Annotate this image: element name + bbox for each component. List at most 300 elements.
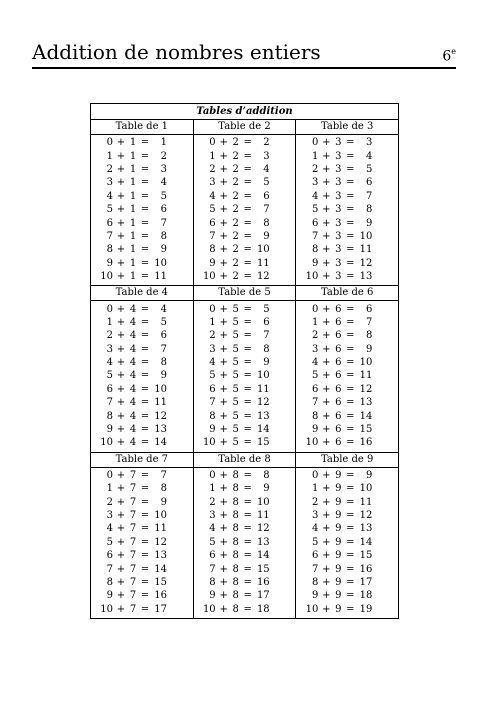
- equals-sign: =: [346, 536, 355, 548]
- equation-line: [194, 510, 296, 521]
- left-operand: 10: [100, 271, 113, 283]
- sum-result: 6: [160, 204, 167, 216]
- equals-sign: =: [140, 563, 150, 575]
- equals-sign: =: [346, 603, 355, 615]
- sum-result: 7: [160, 217, 167, 229]
- equals-sign: =: [243, 483, 252, 495]
- equation-line: [194, 204, 296, 215]
- plus-sign: +: [116, 230, 126, 242]
- plus-sign: +: [322, 271, 331, 283]
- equation-line: [194, 590, 296, 601]
- table-column: [295, 286, 398, 451]
- right-operand: 9: [335, 590, 342, 602]
- plus-sign: +: [116, 330, 126, 342]
- plus-sign: +: [322, 357, 331, 369]
- equals-sign: =: [140, 204, 150, 216]
- right-operand: 9: [335, 483, 342, 495]
- left-operand: 0: [209, 469, 216, 481]
- plus-sign: +: [219, 357, 228, 369]
- right-operand: 8: [232, 510, 239, 522]
- equals-sign: =: [346, 150, 355, 162]
- equation-line: [194, 258, 296, 269]
- sum-result: 2: [160, 150, 167, 162]
- right-operand: 4: [129, 316, 137, 328]
- sum-result: 8: [263, 469, 270, 481]
- sum-result: 12: [256, 397, 270, 409]
- equation-line: [194, 137, 296, 148]
- plus-sign: +: [219, 483, 228, 495]
- equation-line: [91, 483, 193, 494]
- sum-result: 11: [154, 523, 167, 535]
- sum-result: 8: [263, 343, 270, 355]
- plus-sign: +: [219, 590, 228, 602]
- equals-sign: =: [243, 343, 252, 355]
- equation-line: [194, 304, 296, 315]
- left-operand: 1: [311, 483, 319, 495]
- left-operand: 5: [209, 536, 216, 548]
- plus-sign: +: [116, 483, 126, 495]
- left-operand: 1: [209, 483, 216, 495]
- equation-line: [91, 411, 193, 422]
- equation-line: [296, 330, 398, 341]
- equals-sign: =: [346, 576, 355, 588]
- left-operand: 8: [106, 244, 113, 256]
- left-operand: 1: [311, 150, 319, 162]
- equals-sign: =: [346, 370, 355, 382]
- left-operand: 2: [106, 496, 113, 508]
- equals-sign: =: [243, 204, 252, 216]
- right-operand: 3: [335, 217, 342, 229]
- left-operand: 9: [311, 424, 319, 436]
- plus-sign: +: [322, 469, 331, 481]
- left-operand: 4: [209, 190, 216, 202]
- right-operand: 3: [335, 244, 342, 256]
- plus-sign: +: [116, 190, 126, 202]
- sum-result: 8: [160, 357, 167, 369]
- equals-sign: =: [140, 330, 150, 342]
- equation-line: [91, 510, 193, 521]
- equation-line: [194, 151, 296, 162]
- sum-result: 15: [359, 424, 373, 436]
- sum-result: 17: [256, 590, 270, 602]
- left-operand: 8: [311, 576, 319, 588]
- left-operand: 3: [311, 177, 319, 189]
- plus-sign: +: [219, 257, 228, 269]
- sum-result: 16: [256, 576, 270, 588]
- equals-sign: =: [243, 244, 252, 256]
- left-operand: 10: [100, 603, 113, 615]
- equals-sign: =: [243, 217, 252, 229]
- left-operand: 3: [209, 177, 216, 189]
- left-operand: 6: [311, 217, 319, 229]
- sum-result: 13: [154, 424, 167, 436]
- equation-line: [194, 344, 296, 355]
- right-operand: 8: [232, 469, 239, 481]
- left-operand: 0: [209, 303, 216, 315]
- table-column: [91, 286, 193, 451]
- equals-sign: =: [140, 370, 150, 382]
- plus-sign: +: [322, 496, 331, 508]
- equals-sign: =: [346, 357, 355, 369]
- left-operand: 3: [311, 510, 319, 522]
- plus-sign: +: [116, 510, 126, 522]
- plus-sign: +: [116, 343, 126, 355]
- plus-sign: +: [322, 437, 331, 449]
- sum-result: 14: [256, 550, 270, 562]
- equals-sign: =: [140, 150, 150, 162]
- sum-result: 12: [256, 271, 270, 283]
- tables-band: [91, 120, 398, 285]
- equation-line: [91, 330, 193, 341]
- left-operand: 0: [106, 303, 113, 315]
- left-operand: 4: [311, 190, 319, 202]
- left-operand: 5: [311, 204, 319, 216]
- right-operand: 7: [129, 603, 137, 615]
- left-operand: 6: [106, 217, 113, 229]
- plus-sign: +: [116, 303, 126, 315]
- plus-sign: +: [219, 536, 228, 548]
- equals-sign: =: [346, 330, 355, 342]
- sum-result: 16: [359, 437, 373, 449]
- plus-sign: +: [322, 370, 331, 382]
- equals-sign: =: [140, 190, 150, 202]
- right-operand: 3: [335, 271, 342, 283]
- table-lines: [194, 468, 296, 618]
- left-operand: 9: [106, 590, 113, 602]
- sum-result: 18: [359, 590, 373, 602]
- equals-sign: =: [346, 483, 355, 495]
- left-operand: 2: [311, 330, 319, 342]
- equals-sign: =: [140, 437, 150, 449]
- right-operand: 8: [232, 590, 239, 602]
- equation-line: [91, 344, 193, 355]
- right-operand: 4: [129, 424, 137, 436]
- sum-result: 12: [154, 410, 167, 422]
- equals-sign: =: [140, 316, 150, 328]
- equation-line: [194, 397, 296, 408]
- plus-sign: +: [219, 177, 228, 189]
- equals-sign: =: [346, 523, 355, 535]
- equals-sign: =: [243, 603, 252, 615]
- left-operand: 0: [106, 469, 113, 481]
- document-title: Addition de nombres entiers: [32, 40, 321, 64]
- right-operand: 8: [232, 523, 239, 535]
- plus-sign: +: [116, 536, 126, 548]
- left-operand: 5: [311, 536, 319, 548]
- right-operand: 6: [335, 370, 342, 382]
- equals-sign: =: [346, 257, 355, 269]
- right-operand: 6: [335, 397, 342, 409]
- equals-sign: =: [140, 550, 150, 562]
- sum-result: 5: [263, 303, 270, 315]
- right-operand: 1: [129, 190, 137, 202]
- equals-sign: =: [346, 424, 355, 436]
- plus-sign: +: [322, 383, 331, 395]
- plus-sign: +: [116, 357, 126, 369]
- equation-line: [194, 317, 296, 328]
- equation-line: [296, 550, 398, 561]
- sum-result: 11: [359, 496, 373, 508]
- sum-result: 8: [160, 483, 167, 495]
- grade-level: [442, 44, 456, 66]
- equals-sign: =: [346, 244, 355, 256]
- plus-sign: +: [219, 370, 228, 382]
- equation-line: [296, 191, 398, 202]
- left-operand: 6: [209, 550, 216, 562]
- sum-result: 10: [256, 244, 270, 256]
- plus-sign: +: [322, 536, 331, 548]
- equals-sign: =: [243, 357, 252, 369]
- table-column: [91, 453, 193, 618]
- equation-line: [194, 357, 296, 368]
- sum-result: 7: [160, 469, 167, 481]
- plus-sign: +: [322, 563, 331, 575]
- equation-line: [194, 244, 296, 255]
- plus-sign: +: [116, 563, 126, 575]
- left-operand: 5: [106, 536, 113, 548]
- right-operand: 1: [129, 204, 137, 216]
- plus-sign: +: [219, 397, 228, 409]
- right-operand: 4: [129, 357, 137, 369]
- left-operand: 5: [106, 204, 113, 216]
- right-operand: 5: [232, 330, 239, 342]
- sum-result: 4: [160, 303, 167, 315]
- equation-line: [194, 470, 296, 481]
- plus-sign: +: [219, 204, 228, 216]
- plus-sign: +: [322, 303, 331, 315]
- equation-line: [194, 164, 296, 175]
- equation-line: [296, 424, 398, 435]
- sum-result: 11: [256, 257, 270, 269]
- equation-line: [296, 258, 398, 269]
- equation-line: [296, 537, 398, 548]
- right-operand: 4: [129, 383, 137, 395]
- right-operand: 7: [129, 496, 137, 508]
- sum-result: 9: [263, 357, 270, 369]
- plus-sign: +: [116, 244, 126, 256]
- sum-result: 6: [160, 330, 167, 342]
- plus-sign: +: [219, 437, 228, 449]
- left-operand: 7: [209, 563, 216, 575]
- left-operand: 8: [209, 244, 216, 256]
- left-operand: 1: [106, 150, 113, 162]
- left-operand: 7: [311, 230, 319, 242]
- sum-result: 12: [359, 383, 373, 395]
- sum-result: 10: [154, 510, 167, 522]
- plus-sign: +: [219, 316, 228, 328]
- left-operand: 9: [106, 257, 113, 269]
- plus-sign: +: [116, 437, 126, 449]
- equation-line: [194, 231, 296, 242]
- sum-result: 10: [359, 230, 373, 242]
- equals-sign: =: [346, 137, 355, 149]
- plus-sign: +: [219, 343, 228, 355]
- equals-sign: =: [346, 230, 355, 242]
- plus-sign: +: [116, 397, 126, 409]
- sum-result: 11: [154, 271, 167, 283]
- table-column: [193, 120, 296, 285]
- right-operand: 7: [129, 483, 137, 495]
- plus-sign: +: [219, 603, 228, 615]
- plus-sign: +: [219, 150, 228, 162]
- right-operand: 1: [129, 163, 137, 175]
- plus-sign: +: [219, 271, 228, 283]
- plus-sign: +: [116, 137, 126, 149]
- sum-result: 8: [365, 330, 373, 342]
- sum-result: 11: [359, 370, 373, 382]
- equals-sign: =: [346, 271, 355, 283]
- plus-sign: +: [322, 483, 331, 495]
- left-operand: 7: [311, 563, 319, 575]
- equals-sign: =: [140, 303, 150, 315]
- right-operand: 5: [232, 303, 239, 315]
- equals-sign: =: [243, 370, 252, 382]
- left-operand: 4: [209, 357, 216, 369]
- plus-sign: +: [116, 424, 126, 436]
- right-operand: 9: [335, 550, 342, 562]
- equation-line: [194, 577, 296, 588]
- left-operand: 1: [106, 483, 113, 495]
- sum-result: 17: [154, 603, 167, 615]
- equals-sign: =: [140, 397, 150, 409]
- sum-result: 10: [154, 257, 167, 269]
- sum-result: 6: [365, 177, 373, 189]
- header-rule: [32, 67, 456, 69]
- left-operand: 9: [209, 424, 216, 436]
- plus-sign: +: [116, 410, 126, 422]
- equals-sign: =: [243, 163, 252, 175]
- sum-result: 3: [263, 150, 270, 162]
- left-operand: 4: [106, 523, 113, 535]
- equation-line: [296, 218, 398, 229]
- equals-sign: =: [346, 437, 355, 449]
- sum-result: 12: [359, 510, 373, 522]
- left-operand: 3: [311, 343, 319, 355]
- equals-sign: =: [346, 316, 355, 328]
- right-operand: 9: [335, 523, 342, 535]
- equation-line: [91, 397, 193, 408]
- plus-sign: +: [219, 550, 228, 562]
- plus-sign: +: [219, 510, 228, 522]
- left-operand: 8: [311, 410, 319, 422]
- right-operand: 4: [129, 397, 137, 409]
- left-operand: 6: [311, 550, 319, 562]
- right-operand: 8: [232, 483, 239, 495]
- equation-line: [91, 424, 193, 435]
- left-operand: 8: [106, 576, 113, 588]
- left-operand: 7: [106, 397, 113, 409]
- right-operand: 9: [335, 563, 342, 575]
- equals-sign: =: [140, 510, 150, 522]
- sum-result: 4: [365, 150, 373, 162]
- equals-sign: =: [346, 177, 355, 189]
- table-header: Table de 8: [194, 453, 296, 468]
- right-operand: 1: [129, 244, 137, 256]
- equals-sign: =: [140, 424, 150, 436]
- left-operand: 10: [202, 603, 216, 615]
- equals-sign: =: [140, 496, 150, 508]
- left-operand: 5: [209, 370, 216, 382]
- equals-sign: =: [243, 424, 252, 436]
- equation-line: [91, 357, 193, 368]
- plus-sign: +: [219, 190, 228, 202]
- plus-sign: +: [322, 603, 331, 615]
- sum-result: 5: [160, 190, 167, 202]
- right-operand: 2: [232, 177, 239, 189]
- plus-sign: +: [116, 370, 126, 382]
- left-operand: 5: [209, 204, 216, 216]
- table-header: Table de 3: [296, 120, 398, 135]
- right-operand: 7: [129, 469, 137, 481]
- plus-sign: +: [322, 316, 331, 328]
- right-operand: 2: [232, 150, 239, 162]
- tables-band: [91, 452, 398, 618]
- right-operand: 1: [129, 271, 137, 283]
- equation-line: [194, 330, 296, 341]
- sum-result: 9: [160, 496, 167, 508]
- left-operand: 10: [305, 437, 319, 449]
- sum-result: 11: [256, 383, 270, 395]
- grade-level-number: 6: [442, 48, 452, 65]
- sum-result: 11: [256, 510, 270, 522]
- left-operand: 0: [106, 137, 113, 149]
- right-operand: 5: [232, 383, 239, 395]
- sum-result: 16: [154, 590, 167, 602]
- left-operand: 10: [305, 271, 319, 283]
- equation-line: [296, 317, 398, 328]
- equals-sign: =: [140, 177, 150, 189]
- plus-sign: +: [116, 150, 126, 162]
- equation-line: [91, 137, 193, 148]
- sum-result: 12: [359, 257, 373, 269]
- sum-result: 17: [359, 576, 373, 588]
- left-operand: 5: [106, 370, 113, 382]
- left-operand: 6: [311, 383, 319, 395]
- sum-result: 7: [160, 343, 167, 355]
- equals-sign: =: [346, 496, 355, 508]
- right-operand: 6: [335, 437, 342, 449]
- equals-sign: =: [346, 563, 355, 575]
- equation-line: [296, 470, 398, 481]
- sum-result: 7: [365, 190, 373, 202]
- sum-result: 10: [256, 496, 270, 508]
- equation-line: [194, 191, 296, 202]
- table-header: Table de 7: [91, 453, 193, 468]
- table-lines: [296, 468, 398, 618]
- equation-line: [194, 370, 296, 381]
- plus-sign: +: [219, 496, 228, 508]
- plus-sign: +: [219, 469, 228, 481]
- right-operand: 4: [129, 437, 137, 449]
- equals-sign: =: [243, 590, 252, 602]
- plus-sign: +: [322, 204, 331, 216]
- sum-result: 10: [256, 370, 270, 382]
- equation-line: [296, 510, 398, 521]
- sum-result: 14: [154, 437, 167, 449]
- left-operand: 7: [209, 230, 216, 242]
- sum-result: 6: [263, 316, 270, 328]
- right-operand: 2: [232, 230, 239, 242]
- table-header: Table de 4: [91, 286, 193, 301]
- left-operand: 2: [106, 163, 113, 175]
- equals-sign: =: [243, 190, 252, 202]
- sum-result: 8: [263, 217, 270, 229]
- right-operand: 5: [232, 343, 239, 355]
- left-operand: 3: [106, 343, 113, 355]
- left-operand: 5: [311, 370, 319, 382]
- equals-sign: =: [346, 303, 355, 315]
- sum-result: 14: [359, 536, 373, 548]
